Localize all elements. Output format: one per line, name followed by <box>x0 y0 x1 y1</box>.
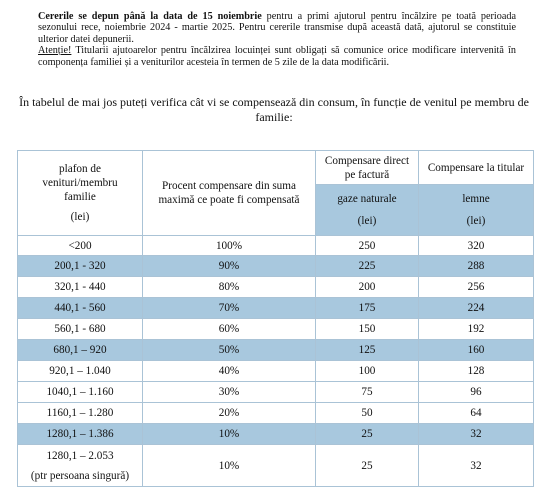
cell-income: 1160,1 – 1.280 <box>18 403 143 424</box>
table-row <box>18 319 534 340</box>
cell-income: 560,1 - 680 <box>18 319 143 340</box>
header-income-line: venituri/membru <box>42 177 118 189</box>
cell-gas: 150 <box>316 319 419 340</box>
cell-income: 680,1 – 920 <box>18 340 143 361</box>
cell-income: <200 <box>18 236 143 256</box>
header-percent <box>143 151 316 236</box>
cell-percent: 20% <box>143 403 316 424</box>
table-row <box>18 361 534 382</box>
intro-paragraph-deadline <box>38 11 516 45</box>
cell-percent: 60% <box>143 319 316 340</box>
header-gas-unit: (lei) <box>357 215 377 227</box>
deadline-bold: Cererile se depun până la data de 15 noiembrie <box>38 11 262 22</box>
cell-wood: 128 <box>419 361 534 382</box>
header-gas <box>316 185 419 236</box>
cell-gas: 125 <box>316 340 419 361</box>
cell-wood: 64 <box>419 403 534 424</box>
table-row <box>18 256 534 277</box>
cell-gas: 250 <box>316 236 419 256</box>
cell-income-line: 1280,1 – 2.053 <box>46 449 114 462</box>
header-wood <box>419 185 534 236</box>
cell-gas: 100 <box>316 361 419 382</box>
header-percent-line: maximă ce poate fi compensată <box>158 194 300 206</box>
cell-gas: 225 <box>316 256 419 277</box>
cell-gas: 75 <box>316 382 419 403</box>
cell-wood: 32 <box>419 445 534 487</box>
cell-wood: 32 <box>419 424 534 445</box>
header-income-unit: (lei) <box>70 211 90 223</box>
cell-percent: 10% <box>143 424 316 445</box>
cell-wood: 224 <box>419 298 534 319</box>
header-income-line: familie <box>64 191 96 203</box>
cell-wood: 320 <box>419 236 534 256</box>
table-row <box>18 236 534 256</box>
cell-income: 440,1 - 560 <box>18 298 143 319</box>
header-holder-compensation: Compensare la titular <box>419 151 534 185</box>
cell-wood: 256 <box>419 277 534 298</box>
attention-rest: Titularii ajutoarelor pentru încălzirea locuinței sunt obligați să comunice orice modificare intervenită în componența familiei și a veniturilor acesteia în termen de 5 zile de la data modificării. <box>38 45 516 68</box>
cell-gas: 25 <box>316 445 419 487</box>
cell-income-note: (ptr persoana singură) <box>30 469 130 482</box>
cell-percent: 30% <box>143 382 316 403</box>
cell-percent: 100% <box>143 236 316 256</box>
intro-paragraph-attention <box>38 45 516 68</box>
intro-text <box>38 11 516 68</box>
header-direct-line: pe factură <box>344 168 390 181</box>
cell-gas: 25 <box>316 424 419 445</box>
header-gas-label: gaze naturale <box>337 193 397 205</box>
cell-gas: 50 <box>316 403 419 424</box>
header-wood-unit: (lei) <box>466 215 486 227</box>
table-row <box>18 382 534 403</box>
table-row <box>18 277 534 298</box>
cell-income: 920,1 – 1.040 <box>18 361 143 382</box>
cell-percent: 40% <box>143 361 316 382</box>
cell-gas: 175 <box>316 298 419 319</box>
header-direct-line: Compensare direct <box>324 154 410 167</box>
deadline-rest: pentru a primi ajutorul pentru încălzire pe toată perioada sezonului rece, noiembrie 2024 - martie 2025. Pentru cererile transmise după această dată, ajutorul se constituie ulterior datei depunerii. <box>38 11 516 45</box>
cell-wood: 288 <box>419 256 534 277</box>
header-income <box>18 151 143 236</box>
cell-percent: 10% <box>143 445 316 487</box>
table-row <box>18 445 534 487</box>
cell-percent: 70% <box>143 298 316 319</box>
header-income-line: plafon de <box>59 163 101 175</box>
header-wood-label: lemne <box>462 193 490 205</box>
cell-income: 1040,1 – 1.160 <box>18 382 143 403</box>
cell-wood: 160 <box>419 340 534 361</box>
cell-percent: 80% <box>143 277 316 298</box>
cell-wood: 192 <box>419 319 534 340</box>
compensation-table <box>17 150 534 487</box>
table-row <box>18 424 534 445</box>
table-row <box>18 340 534 361</box>
cell-income: 320,1 - 440 <box>18 277 143 298</box>
table-row <box>18 298 534 319</box>
header-percent-line: Procent compensare din suma <box>162 180 296 192</box>
table-lead-text: În tabelul de mai jos puteți verifica cât vi se compensează din consum, în funcție de venitul pe membru de familie: <box>19 95 529 124</box>
header-direct-compensation <box>316 151 419 185</box>
cell-income: 200,1 - 320 <box>18 256 143 277</box>
cell-percent: 90% <box>143 256 316 277</box>
cell-income <box>18 445 143 487</box>
cell-income: 1280,1 – 1.386 <box>18 424 143 445</box>
cell-wood: 96 <box>419 382 534 403</box>
table-row <box>18 403 534 424</box>
attention-label: Atenție! <box>38 45 72 57</box>
cell-percent: 50% <box>143 340 316 361</box>
cell-gas: 200 <box>316 277 419 298</box>
